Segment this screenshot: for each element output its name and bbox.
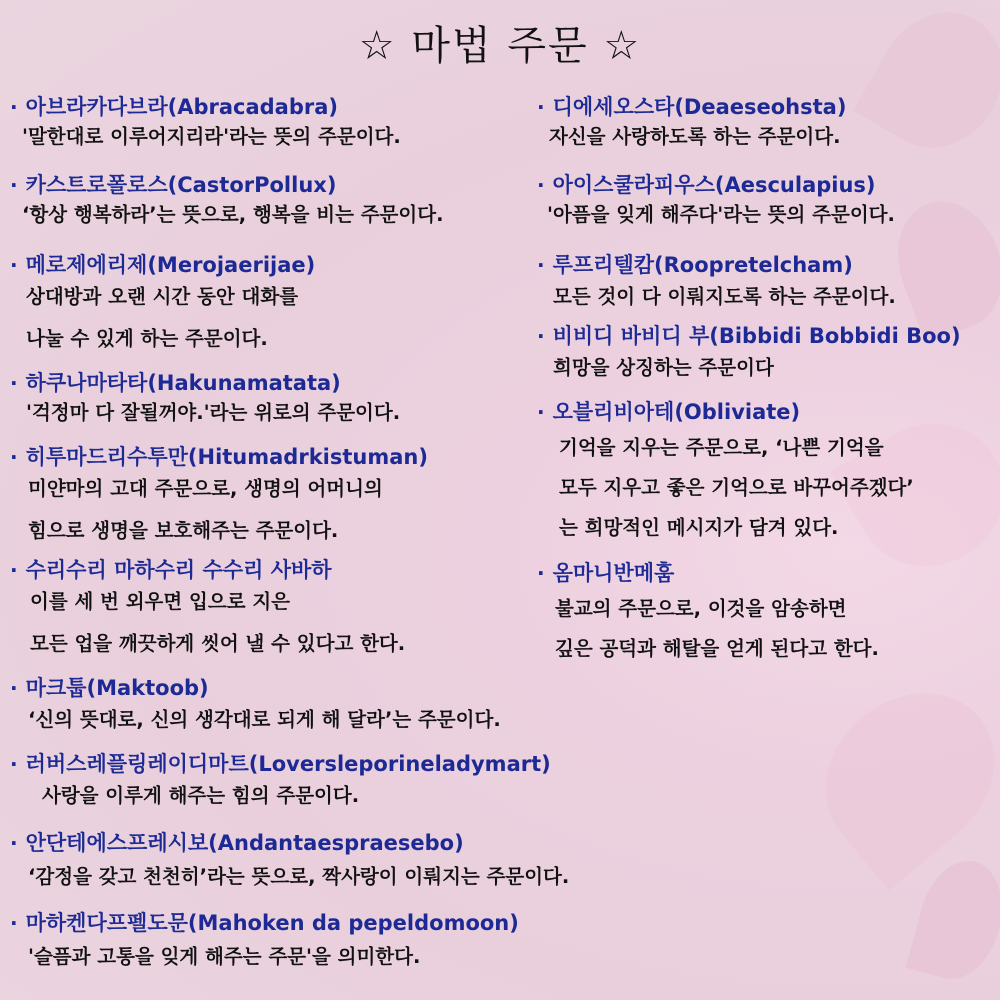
spell-description: 자신을 사랑하도록 하는 주문이다.: [549, 125, 841, 148]
spell-description: 미얀마의 고대 주문으로, 생명의 어머니의: [28, 477, 383, 500]
spell-name: [537, 172, 895, 198]
spell-name: [537, 399, 914, 425]
spell-name-text: 옴마니반메훔: [552, 561, 675, 585]
spell-name-text: 마크툽(Maktoob): [25, 676, 209, 700]
spell-description: '걱정마 다 잘될꺼야.'라는 위로의 주문이다.: [26, 401, 401, 424]
decorative-petal: [906, 852, 1000, 989]
spell-entry: [10, 910, 519, 970]
bullet-icon: ·: [537, 173, 545, 197]
spell-description: 기억을 지우는 주문으로, ‘나쁜 기억을: [559, 436, 884, 459]
spell-description: 사랑을 이루게 해주는 힘의 주문이다.: [42, 784, 360, 807]
spell-name-text: 러버스레플링레이디마트(Loversleporineladymart): [25, 752, 551, 776]
bullet-icon: ·: [10, 95, 18, 119]
spell-entry: [537, 399, 914, 541]
spell-name: [10, 370, 400, 396]
spell-description: 힘으로 생명을 보호해주는 주문이다.: [28, 519, 339, 542]
spell-name: [10, 94, 401, 120]
spell-entry: [10, 557, 405, 657]
bullet-icon: ·: [10, 173, 18, 197]
spell-name: [537, 252, 896, 278]
bullet-icon: ·: [10, 676, 18, 700]
spell-description: 깊은 공덕과 해탈을 얻게 된다고 한다.: [555, 637, 879, 660]
spell-description: ‘항상 행복하라’는 뜻으로, 행복을 비는 주문이다.: [22, 203, 444, 226]
spell-entry: [537, 252, 896, 310]
spell-entry: [10, 830, 569, 890]
spell-entry: [10, 370, 400, 426]
spell-name-text: 비비디 바비디 부(Bibbidi Bobbidi Boo): [552, 324, 961, 348]
bullet-icon: ·: [537, 400, 545, 424]
spell-entry: [10, 252, 315, 352]
spell-description: 모든 것이 다 이뤄지도록 하는 주문이다.: [553, 285, 896, 308]
spell-description: '아픔을 잊게 해주다'라는 뜻의 주문이다.: [547, 203, 895, 226]
spell-name: [537, 560, 879, 586]
spell-name-text: 아이스쿨라피우스(Aesculapius): [552, 173, 876, 197]
bullet-icon: ·: [10, 445, 18, 469]
bullet-icon: ·: [10, 752, 18, 776]
spell-description: ‘감정을 갖고 천천히’라는 뜻으로, 짝사랑이 이뤄지는 주문이다.: [28, 865, 570, 888]
bullet-icon: ·: [537, 95, 545, 119]
spell-description: 상대방과 오랜 시간 동안 대화를: [26, 285, 299, 308]
spell-description: '말한대로 이루어지리라'라는 뜻의 주문이다.: [22, 125, 401, 148]
decorative-petal: [793, 660, 1000, 891]
bullet-icon: ·: [537, 253, 545, 277]
spell-entry: [10, 444, 428, 544]
spell-name-text: 디에세오스타(Deaeseohsta): [552, 95, 847, 119]
spell-name: [537, 94, 846, 120]
bullet-icon: ·: [10, 371, 18, 395]
spell-entry: [537, 560, 879, 662]
spell-name-text: 카스트로폴로스(CastorPollux): [25, 173, 337, 197]
spell-name-text: 메로제에리제(Merojaerijae): [25, 253, 316, 277]
spell-description: '슬픔과 고통을 잊게 해주는 주문'을 의미한다.: [28, 945, 421, 968]
spell-name: [10, 172, 443, 198]
spell-name-text: 오블리비아테(Obliviate): [552, 400, 801, 424]
spell-description: 불교의 주문으로, 이것을 암송하면: [555, 597, 847, 620]
spell-name-text: 안단테에스프레시보(Andantaespraesebo): [25, 831, 464, 855]
bullet-icon: ·: [10, 831, 18, 855]
spell-name: [10, 910, 519, 936]
spell-name-text: 마하켄다프펠도문(Mahoken da pepeldomoon): [25, 911, 519, 935]
bullet-icon: ·: [537, 324, 545, 348]
spell-name: [10, 557, 405, 583]
spell-name-text: 아브라카다브라(Abracadabra): [25, 95, 338, 119]
spell-entry: [537, 172, 895, 228]
spell-entry: [10, 751, 551, 809]
bullet-icon: ·: [10, 558, 18, 582]
spell-name-text: 히투마드리수투만(Hitumadrkistuman): [25, 445, 428, 469]
spell-entry: [537, 94, 846, 150]
spell-name: [10, 252, 315, 278]
spell-description: ‘신의 뜻대로, 신의 생각대로 되게 해 달라’는 주문이다.: [28, 708, 501, 731]
spell-name-text: 루프리텔캄(Roopretelcham): [552, 253, 853, 277]
spell-entry: [10, 675, 501, 733]
spell-description: 희망을 상징하는 주문이다: [553, 356, 774, 379]
spell-name: [10, 830, 569, 856]
spell-description: 는 희망적인 메시지가 담겨 있다.: [559, 516, 839, 539]
decorative-petal: [881, 187, 1000, 343]
bullet-icon: ·: [537, 561, 545, 585]
spell-description: 나눌 수 있게 하는 주문이다.: [26, 327, 268, 350]
spell-entry: [537, 323, 961, 381]
spell-entry: [10, 172, 443, 228]
spell-name-text: 하쿠나마타타(Hakunamatata): [25, 371, 341, 395]
bullet-icon: ·: [10, 253, 18, 277]
spell-name: [10, 675, 501, 701]
spell-description: 이를 세 번 외우면 입으로 지은: [30, 590, 290, 613]
spell-name: [10, 751, 551, 777]
spell-entry: [10, 94, 401, 150]
bullet-icon: ·: [10, 911, 18, 935]
spell-description: 모두 지우고 좋은 기억으로 바꾸어주겠다’: [559, 476, 914, 499]
spell-description: 모든 업을 깨끗하게 씻어 낼 수 있다고 한다.: [30, 632, 406, 655]
spell-name: [537, 323, 961, 349]
page-title: ☆ 마법 주문 ☆: [358, 23, 642, 69]
spell-name-text: 수리수리 마하수리 수수리 사바하: [25, 558, 332, 582]
spell-name: [10, 444, 428, 470]
